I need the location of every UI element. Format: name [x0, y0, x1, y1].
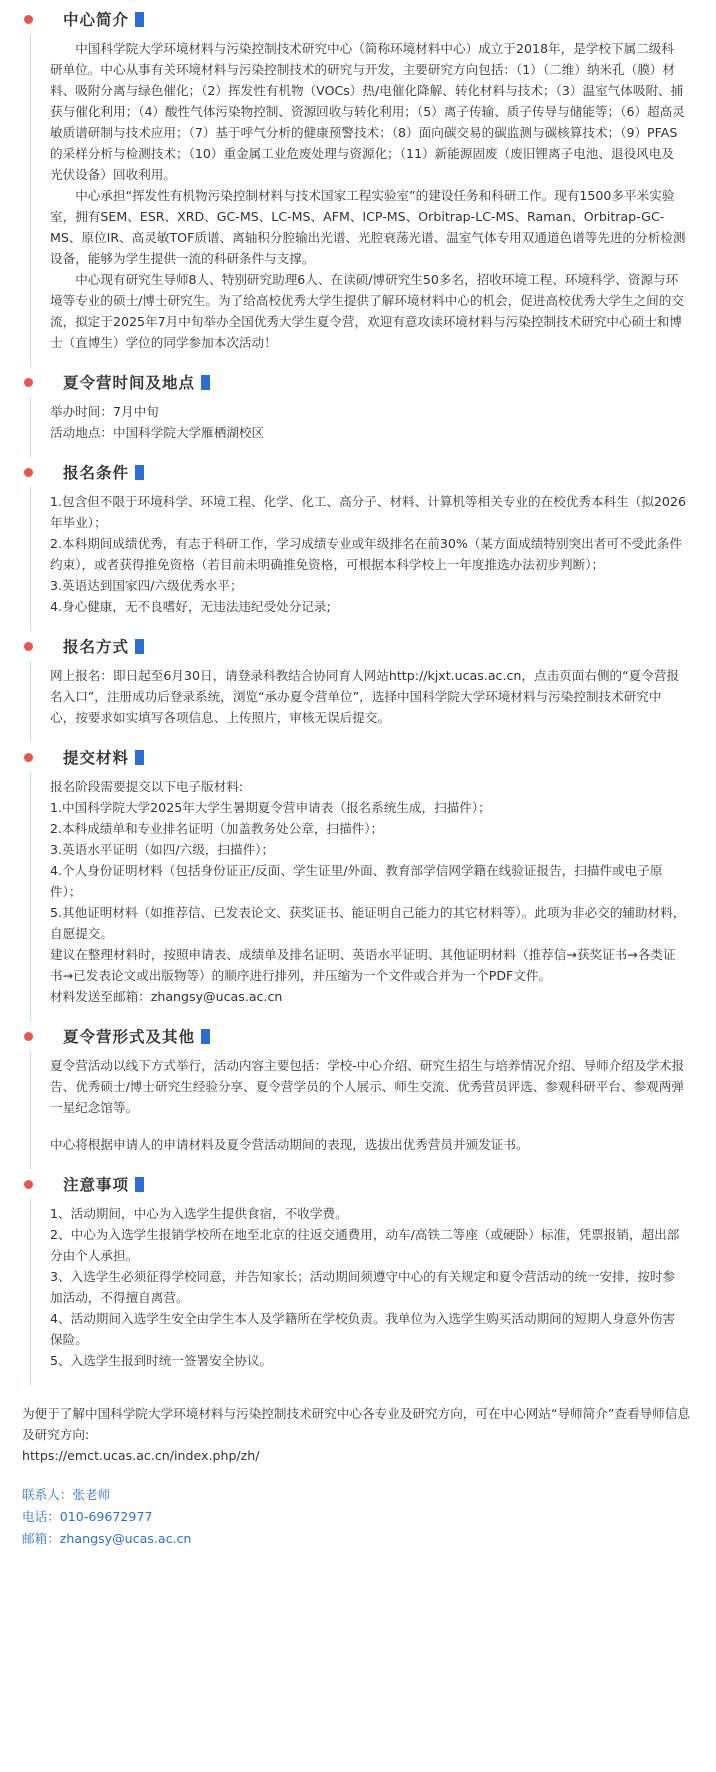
section-header: [0, 742, 716, 772]
paragraph: 2.本科成绩单和专业排名证明（加盖教务处公章，扫描件）；: [50, 821, 384, 836]
footer: [0, 1385, 716, 1550]
paragraph: 中心承担“挥发性有机物污染控制材料与技术国家工程实验室”的建设任务和科研工作。现有1500多平米实验室，拥有SEM、ESR、XRD、GC-MS、LC-MS、AFM、ICP-MS、Orbitrap-LC-MS、Raman、Orbitrap-GC-MS、原位IR、高灵敏TOF质谱、离轴积分腔输出光谱、光腔衰荡光谱、温室气体专用双通道色谱等先进的分析检测设备，能够为学生提供一流的科研条件与支撑。: [50, 188, 686, 266]
section-requirements: [0, 457, 716, 631]
paragraph: 活动地点：中国科学院大学雁栖湖校区: [50, 425, 265, 440]
paragraph: 中心现有研究生导师8人、特别研究助理6人、在读硕/博研究生50多名，招收环境工程、环境科学、资源与环境等专业的硕士/博士研究生。为了给高校优秀大学生提供了解环境材料中心的机会，促进高校优秀大学生之间的交流，拟定于2025年7月中旬举办全国优秀大学生夏令营，欢迎有意攻读环境材料与污染控制技术研究中心硕士和博士（直博生）学位的同学参加本次活动！: [50, 272, 684, 350]
contact-block: [22, 1484, 698, 1550]
paragraph: 中国科学院大学环境材料与污染控制技术研究中心（简称环境材料中心）成立于2018年，是学校下属二级科研单位。中心从事有关环境材料与污染控制技术的研究与开发，主要研究方向包括：（1）（二维）纳米孔（膜）材料、吸附分离与绿色催化；（2）挥发性有机物（VOCs）热/电催化降解、转化材料与技术；（3）温室气体吸附、捕获与催化利用；（4）酸性气体污染物控制、资源回收与转化利用；（5）离子传输、质子传导与储能等；（6）超高灵敏质谱研制与技术应用；（7）基于呼气分析的健康预警技术；（8）面向碳交易的碳监测与碳核算技术；（9）PFAS的采样分析与检测技术；（10）重金属工业危废处理与资源化；（11）新能源固废（废旧锂离子电池、退役风电及光伏设备）回收利用。: [50, 41, 685, 182]
section-notes: [0, 1169, 716, 1385]
section-body: [30, 661, 700, 742]
bullet-dot-icon: [24, 1032, 33, 1041]
section-header: [0, 631, 716, 661]
paragraph: 2、中心为入选学生报销学校所在地至北京的往返交通费用，动车/高铁二等座（或硬卧）标准，凭票报销，超出部分由个人承担。: [50, 1227, 680, 1263]
paragraph: 建议在整理材料时，按照申请表、成绩单及排名证明、英语水平证明、其他证明材料（推荐信→获奖证书→各类证书→已发表论文或出版物等）的顺序进行排列，并压缩为一个文件或合并为一个PDF文件。: [50, 947, 676, 983]
section-header: [0, 4, 716, 34]
paragraph: 5、入选学生报到时统一签署安全协议。: [50, 1353, 273, 1368]
section-header: [0, 1169, 716, 1199]
section-time-location: [0, 367, 716, 457]
paragraph: 2.本科期间成绩优秀，有志于科研工作，学习成绩专业或年级排名在前30%（某方面成绩特别突出者可不受此条件约束），或者获得推免资格（若目前未明确推免资格，可根据本科学校上一年度推选办法初步判断）；: [50, 536, 682, 572]
section-header: [0, 1021, 716, 1051]
title-bar-icon: [135, 1177, 144, 1192]
paragraph: 4、活动期间入选学生安全由学生本人及学籍所在学校负责。我单位为入选学生购买活动期间的短期人身意外伤害保险。: [50, 1311, 676, 1347]
paragraph: 3、入选学生必须征得学校同意，并告知家长；活动期间须遵守中心的有关规定和夏令营活动的统一安排，按时参加活动，不得擅自离营。: [50, 1269, 676, 1305]
section-body: [30, 34, 700, 367]
section-body: [30, 772, 700, 1021]
title-bar-icon: [135, 639, 144, 654]
footer-intro: 为便于了解中国科学院大学环境材料与污染控制技术研究中心各专业及研究方向，可在中心网站“导师简介”查看导师信息及研究方向:: [22, 1406, 690, 1442]
paragraph: 报名阶段需要提交以下电子版材料:: [50, 779, 244, 794]
paragraph: 3.英语水平证明（如四/六级，扫描件）；: [50, 842, 275, 857]
section-body: [30, 1051, 700, 1169]
title-bar-icon: [201, 1029, 210, 1044]
paragraph: 1.包含但不限于环境科学、环境工程、化学、化工、高分子、材料、计算机等相关专业的在校优秀本科生（拟2026年毕业）；: [50, 494, 686, 530]
bullet-dot-icon: [24, 642, 33, 651]
title-bar-icon: [201, 375, 210, 390]
contact-phone: 电话：010-69672977: [22, 1509, 153, 1524]
website-link[interactable]: https://emct.ucas.ac.cn/index.php/zh/: [22, 1448, 260, 1463]
paragraph: 4.身心健康，无不良嗜好，无违法违纪受处分记录;: [50, 599, 331, 614]
section-header: [0, 367, 716, 397]
section-title: 夏令营形式及其他: [63, 1028, 196, 1046]
section-header: [0, 457, 716, 487]
section-title: 中心简介: [63, 11, 130, 29]
section-center-intro: [0, 4, 716, 367]
paragraph: 网上报名：即日起至6月30日，请登录科教结合协同育人网站http://kjxt.ucas.ac.cn，点击页面右侧的“夏令营报名入口”，注册成功后登录系统，浏览“承办夏令营单位”，选择中国科学院大学环境材料与污染控制技术研究中心，按要求如实填写各项信息、上传照片，审核无误后提交。: [50, 668, 680, 725]
paragraph: 1、活动期间，中心为入选学生提供食宿，不收学费。: [50, 1206, 348, 1221]
paragraph: 4.个人身份证明材料（包括身份证正/反面、学生证里/外面、教育部学信网学籍在线验证报告，扫描件或电子原件）；: [50, 863, 663, 899]
paragraph: 举办时间：7月中旬: [50, 404, 159, 419]
title-bar-icon: [135, 750, 144, 765]
section-title: 夏令营时间及地点: [63, 374, 196, 392]
bullet-dot-icon: [24, 468, 33, 477]
contact-email[interactable]: 邮箱：zhangsy@ucas.ac.cn: [22, 1531, 192, 1546]
contact-person: 联系人：张老师: [22, 1487, 111, 1502]
paragraph: 夏令营活动以线下方式举行，活动内容主要包括：学校-中心介绍、研究生招生与培养情况介绍、导师介绍及学术报告、优秀硕士/博士研究生经验分享、夏令营学员的个人展示、师生交流、优秀营员评选、参观科研平台、参观两弹一星纪念馆等。: [50, 1058, 685, 1115]
title-bar-icon: [135, 465, 144, 480]
section-title: 报名方式: [63, 638, 130, 656]
paragraph: 5.其他证明材料（如推荐信、已发表论文、获奖证书、能证明自己能力的其它材料等）。此项为非必交的辅助材料，自愿提交。: [50, 905, 686, 941]
paragraph-gap: [50, 1118, 686, 1134]
section-title: 注意事项: [63, 1176, 130, 1194]
paragraph: 1.中国科学院大学2025年大学生暑期夏令营申请表（报名系统生成，扫描件）；: [50, 800, 491, 815]
title-bar-icon: [135, 12, 144, 27]
paragraph: 材料发送至邮箱：zhangsy@ucas.ac.cn: [50, 989, 283, 1004]
paragraph: 中心将根据申请人的申请材料及夏令营活动期间的表现，选拔出优秀营员并颁发证书。: [50, 1137, 529, 1152]
bullet-dot-icon: [24, 378, 33, 387]
section-body: [30, 487, 700, 631]
section-registration: [0, 631, 716, 742]
bullet-dot-icon: [24, 1180, 33, 1189]
section-body: [30, 1199, 700, 1385]
section-title: 报名条件: [63, 464, 130, 482]
section-body: [30, 397, 700, 457]
bullet-dot-icon: [24, 15, 33, 24]
bullet-dot-icon: [24, 753, 33, 762]
section-format: [0, 1021, 716, 1169]
paragraph: 3.英语达到国家四/六级优秀水平；: [50, 578, 243, 593]
section-title: 提交材料: [63, 749, 130, 767]
section-materials: [0, 742, 716, 1021]
